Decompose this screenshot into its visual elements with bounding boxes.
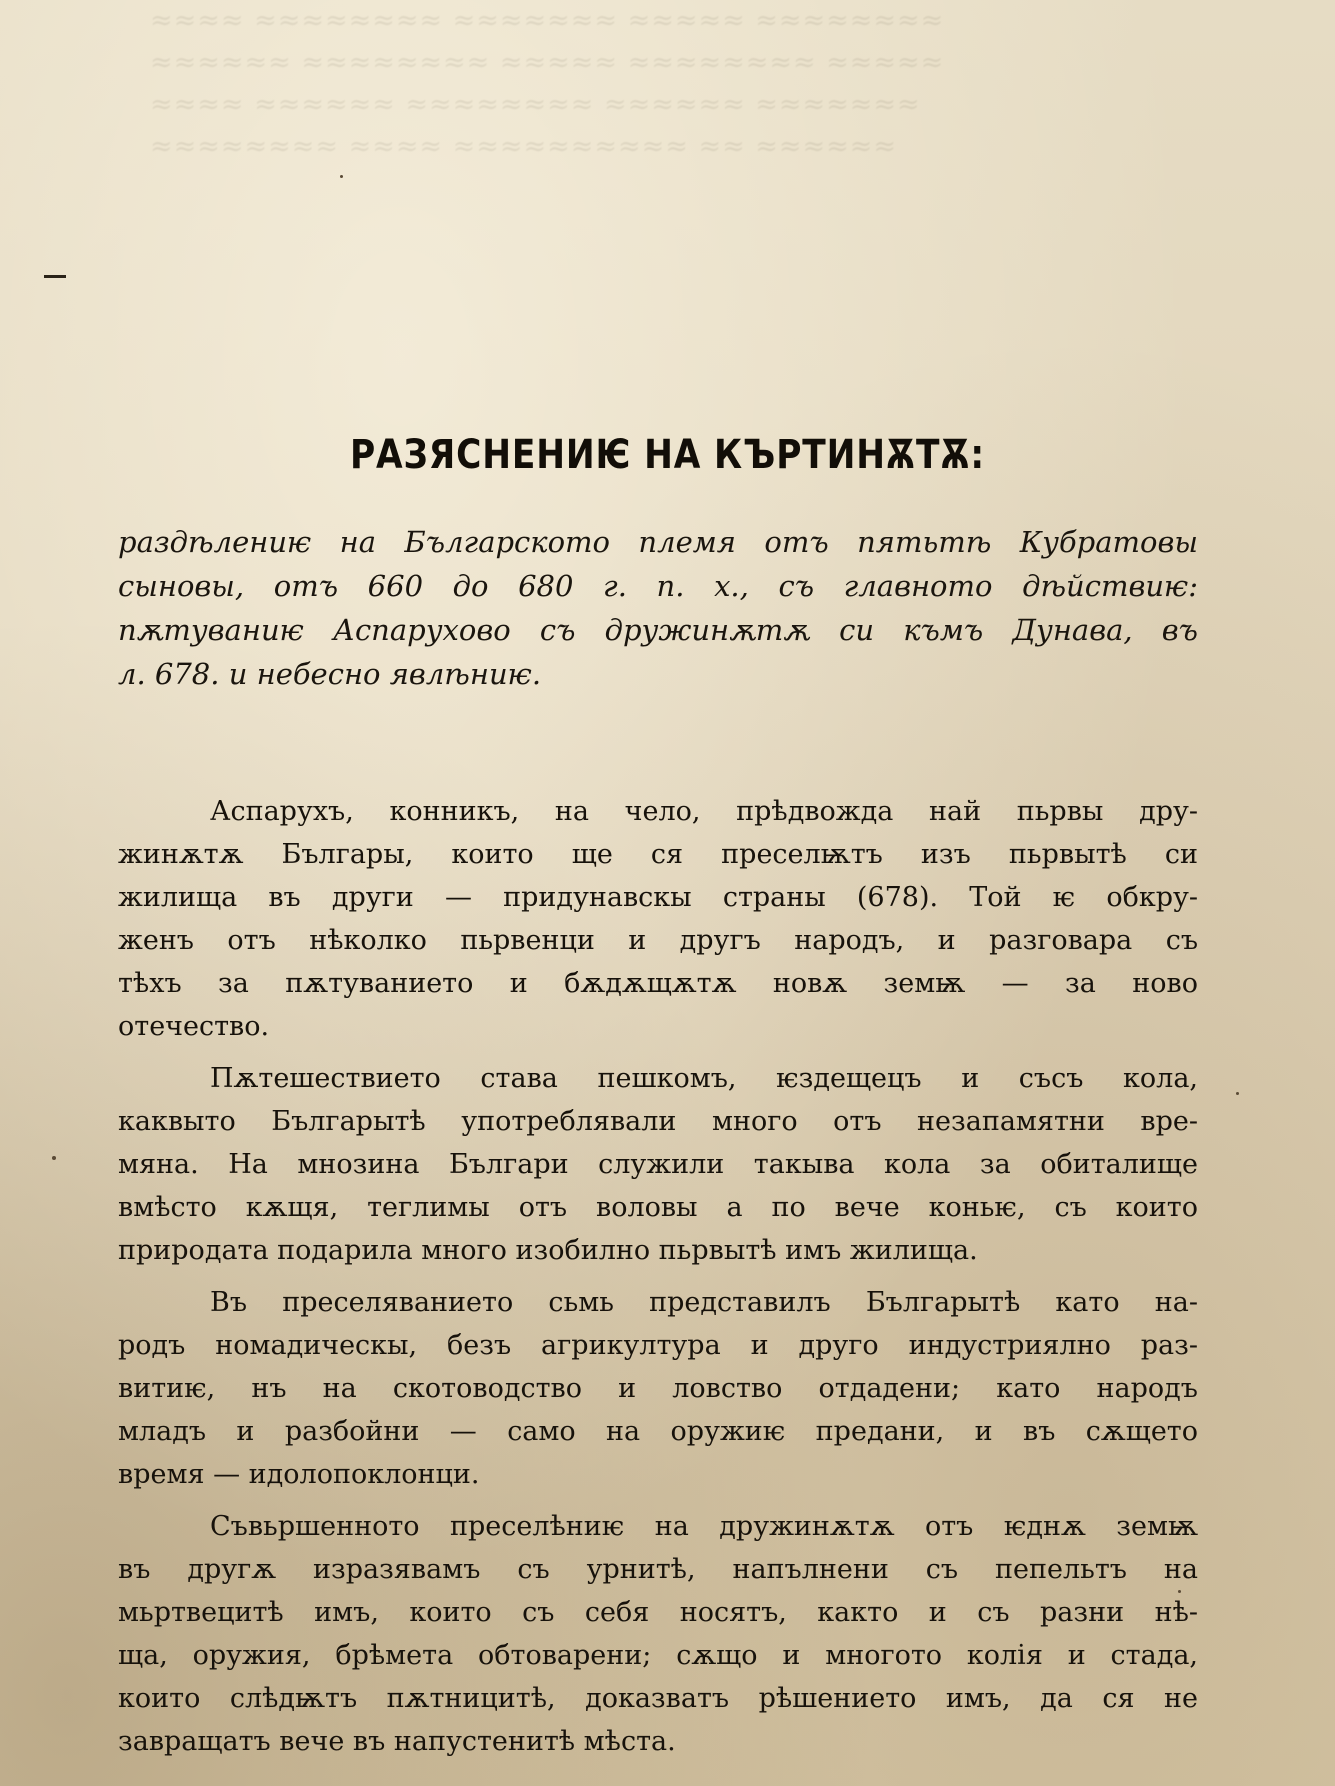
page-title: РАЗЯСНЕНИѤ НА КЪРТИНѪТѪ: xyxy=(349,432,986,478)
paragraph xyxy=(118,1281,1198,1496)
paper-speck xyxy=(52,1156,56,1160)
text-line: вмѣсто кѫщя, теглимы отъ воловы а по вече коньѥ, съ които xyxy=(118,1192,1198,1223)
margin-mark xyxy=(44,275,66,278)
text-line: жилища въ други — придунавскы страны (678). Той ѥ обкру- xyxy=(118,882,1198,913)
text-line: младъ и разбойни — само на оружиѥ предани, и въ сѫщето xyxy=(118,1416,1198,1447)
text-line: родъ номадическы, безъ агрикултура и друго индустриялно раз- xyxy=(118,1330,1198,1361)
text-line: ща, оружия, брѣмета обтоварени; сѫщо и многото колія и стада, xyxy=(118,1640,1198,1671)
body-text xyxy=(118,790,1198,1772)
text-line: время — идолопоклонци. xyxy=(118,1459,480,1490)
subtitle-line: раздѣлениѥ на Българското племя отъ пятьтѣ Кубратовы xyxy=(118,525,1198,559)
bleed-through-text: ≈≈≈≈ ≈≈≈≈≈≈≈≈ ≈≈≈≈≈≈≈ ≈≈≈≈≈ ≈≈≈≈≈≈≈≈ ≈≈≈≈≈≈ ≈≈≈≈≈≈≈≈ ≈≈≈≈≈ ≈≈≈≈≈≈≈≈ ≈≈≈≈≈ ≈≈≈≈ ≈≈≈≈≈≈ ≈≈≈≈≈≈≈≈ ≈≈≈≈≈≈ ≈≈≈≈≈≈≈ ≈≈≈≈≈≈≈≈ ≈≈≈≈ ≈≈≈≈≈≈≈≈≈≈ ≈≈ ≈≈≈≈≈≈ xyxy=(150,5,945,162)
text-line: мьртвецитѣ имъ, които съ себя носятъ, както и съ разни нѣ- xyxy=(118,1597,1198,1628)
text-line: които слѣдѭтъ пѫтницитѣ, доказватъ рѣшението имъ, да ся не xyxy=(118,1683,1198,1714)
text-line: жинѫтѫ Българы, които ще ся преселѭтъ изъ пьрвытѣ си xyxy=(118,839,1198,870)
text-line: Съвьршенното преселѣниѥ на дружинѫтѫ отъ ѥднѫ земѭ xyxy=(210,1511,1198,1542)
paragraph xyxy=(118,1057,1198,1272)
text-line: въ другѫ изразявамъ съ урнитѣ, напълнени съ пепельтъ на xyxy=(118,1554,1198,1585)
text-line: Въ преселяванието сьмь представилъ Българытѣ като на- xyxy=(210,1287,1198,1318)
paper-speck xyxy=(340,175,343,178)
text-line: отечество. xyxy=(118,1011,270,1042)
text-line: мяна. На мнозина Българи служили такыва кола за обиталище xyxy=(118,1149,1198,1180)
subtitle-line: сыновы, отъ 660 до 680 г. п. х., съ главното дѣйствиѥ: xyxy=(118,569,1198,603)
text-line: женъ отъ нѣколко пьрвенци и другъ народъ, и разговара съ xyxy=(118,925,1198,956)
text-line: Пѫтешествието става пешкомъ, ѥздещецъ и съсъ кола, xyxy=(210,1063,1198,1094)
paragraph xyxy=(118,790,1198,1048)
subtitle-line: л. 678. и небесно явлѣниѥ. xyxy=(118,657,542,691)
subtitle xyxy=(118,520,1198,696)
paper-speck xyxy=(1236,1092,1239,1095)
text-line: тѣхъ за пѫтуванието и бѫдѫщѫтѫ новѫ земѭ — за ново xyxy=(118,968,1198,999)
text-line: природата подарила много изобилно пьрвытѣ имъ жилища. xyxy=(118,1235,978,1266)
text-line: завращатъ вече въ напустенитѣ мѣста. xyxy=(118,1726,676,1757)
text-line: Аспарухъ, конникъ, на чело, прѣдвожда най пьрвы дру- xyxy=(210,796,1198,827)
paragraph xyxy=(118,1505,1198,1763)
text-line: каквыто Българытѣ употреблявали много отъ незапамятни вре- xyxy=(118,1106,1198,1137)
subtitle-line: пѫтуваниѥ Аспарухово съ дружинѫтѫ си къмъ Дунава, въ xyxy=(118,613,1198,647)
text-line: витиѥ, нъ на скотоводство и ловство отдадени; като народъ xyxy=(118,1373,1198,1404)
